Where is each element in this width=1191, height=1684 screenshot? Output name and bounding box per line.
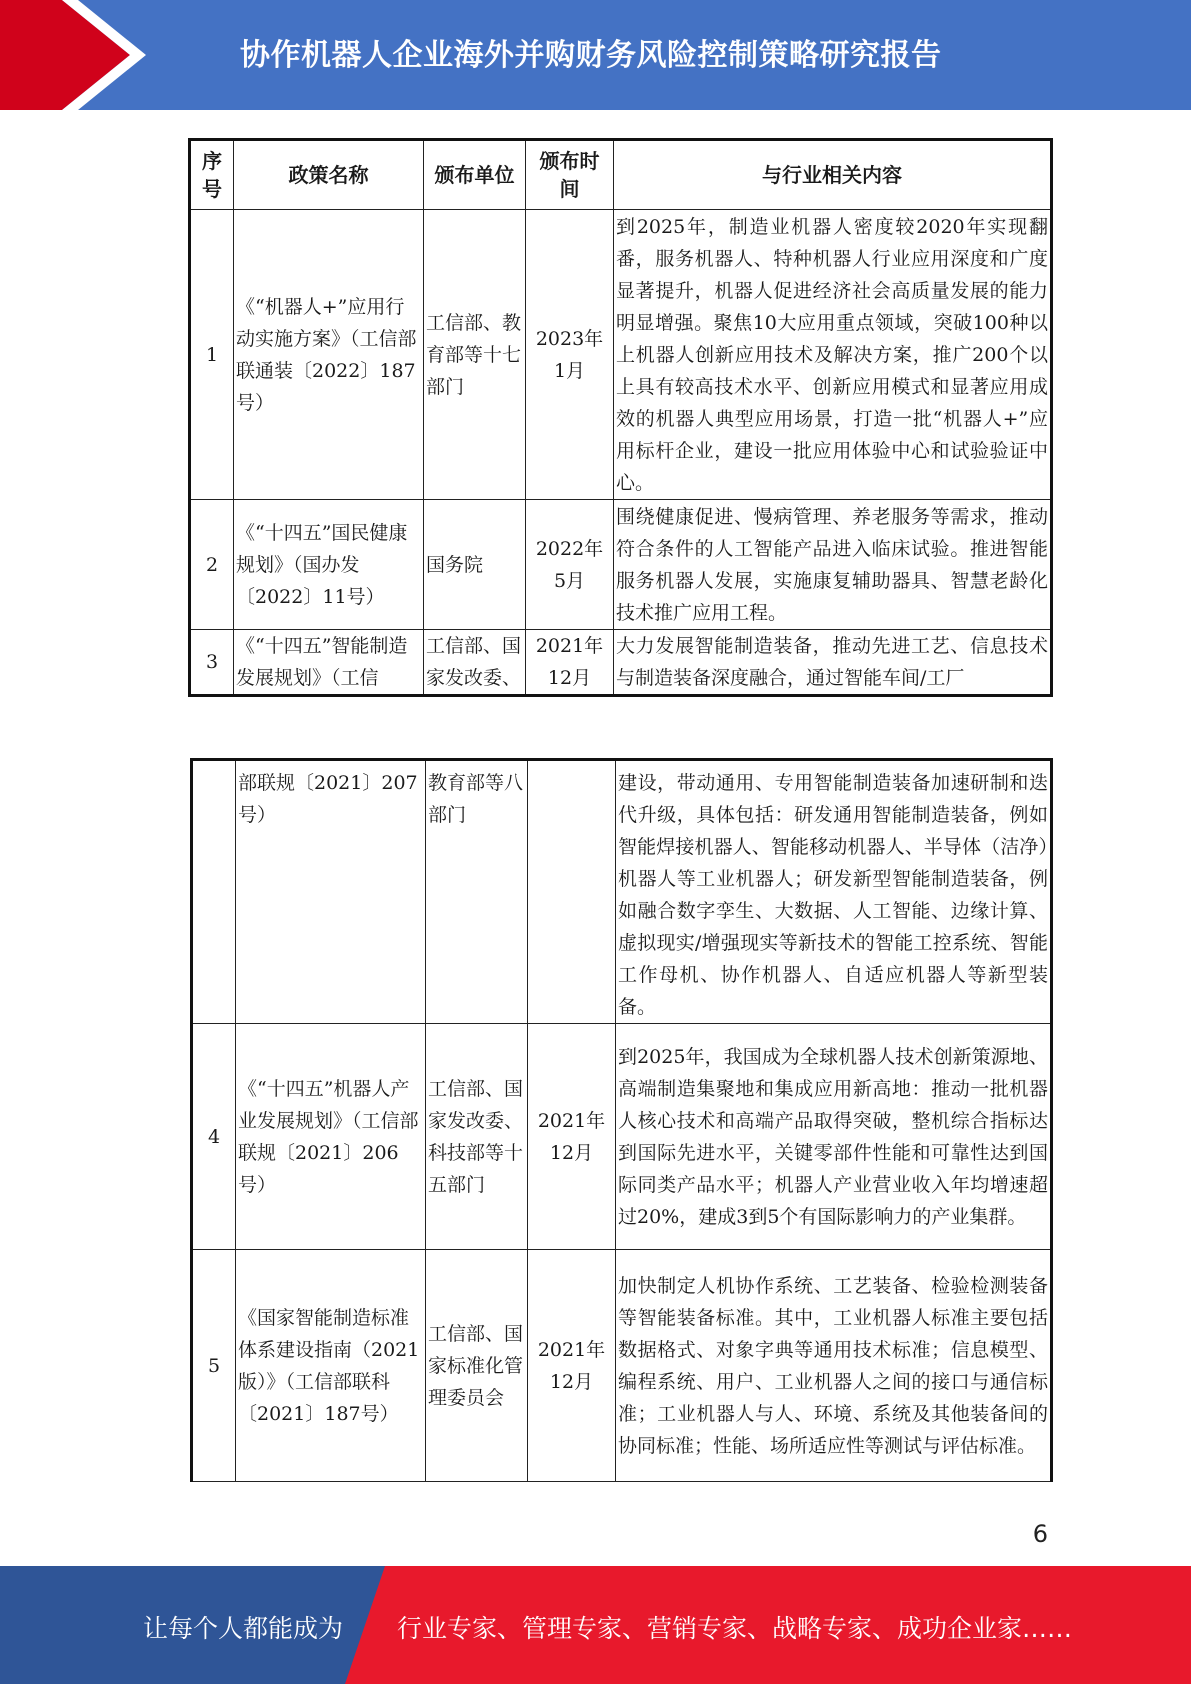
table-row [192,760,1052,1024]
row-policy-name: 《国家智能制造标准体系建设指南（2021版）》（工信部联科〔2021〕187号） [236,1250,426,1482]
row-no: 1 [190,210,234,500]
row-issuing-unit: 工信部、教育部等十七部门 [424,210,526,500]
row-content: 围绕健康促进、慢病管理、养老服务等需求，推动符合条件的人工智能产品进入临床试验。推进智能服务机器人发展，实施康复辅助器具、智慧老龄化技术推广应用工程。 [614,500,1052,630]
row-policy-name: 《“机器人+”应用行动实施方案》（工信部联通装〔2022〕187号） [234,210,424,500]
row-content-continued: 建设，带动通用、专用智能制造装备加速研制和迭代升级，具体包括：研发通用智能制造装备，例如智能焊接机器人、智能移动机器人、半导体（洁净）机器人等工业机器人；研发新型智能制造装备，例如融合数字孪生、大数据、人工智能、边缘计算、虚拟现实/增强现实等新技术的智能工控系统、智能工作母机、协作机器人、自适应机器人等新型装备。 [616,760,1052,1024]
table-header-row [190,140,1052,210]
header-no: 序号 [190,140,234,210]
row-issuing-unit: 工信部、国家发改委、科技部等十五部门 [426,1024,528,1250]
row-issuing-unit-continued: 教育部等八部门 [426,760,528,1024]
header-related-content: 与行业相关内容 [614,140,1052,210]
header-issue-date: 颁布时间 [526,140,614,210]
row-issue-date: 2021年12月 [528,1250,616,1482]
footer-slogan-left: 让每个人都能成为 [143,1614,344,1643]
report-title: 协作机器人企业海外并购财务风险控制策略研究报告 [240,38,942,73]
table-row [192,1024,1052,1250]
row-policy-name-continued: 部联规〔2021〕207号） [236,760,426,1024]
row-content: 大力发展智能制造装备，推动先进工艺、信息技术与制造装备深度融合，通过智能车间/工厂 [614,630,1052,696]
page-header-banner [0,0,1191,110]
row-content: 到2025年，我国成为全球机器人技术创新策源地、高端制造集聚地和集成应用新高地：推动一批机器人核心技术和高端产品取得突破，整机综合指标达到国际先进水平，关键零部件性能和可靠性达到国际同类产品水平；机器人产业营业收入年均增速超过20%，建成3到5个有国际影响力的产业集群。 [616,1024,1052,1250]
row-issuing-unit: 国务院 [424,500,526,630]
row-issue-date-continued [528,760,616,1024]
header-issuing-unit: 颁布单位 [424,140,526,210]
row-issue-date: 2023年1月 [526,210,614,500]
footer-slogan-right: 行业专家、管理专家、营销专家、战略专家、成功企业家…… [397,1614,1073,1643]
row-content: 到2025年，制造业机器人密度较2020年实现翻番，服务机器人、特种机器人行业应用深度和广度显著提升，机器人促进经济社会高质量发展的能力明显增强。聚焦10大应用重点领域，突破100种以上机器人创新应用技术及解决方案，推广200个以上具有较高技术水平、创新应用模式和显著应用成效的机器人典型应用场景，打造一批“机器人+”应用标杆企业，建设一批应用体验中心和试验验证中心。 [614,210,1052,500]
row-no: 5 [192,1250,236,1482]
table-row [190,210,1052,500]
row-issuing-unit: 工信部、国家发改委、 [424,630,526,696]
row-issue-date: 2021年12月 [528,1024,616,1250]
page-number: 6 [1032,1520,1048,1548]
header-policy-name: 政策名称 [234,140,424,210]
row-no: 2 [190,500,234,630]
table-row [190,500,1052,630]
row-policy-name: 《“十四五”智能制造发展规划》（工信 [234,630,424,696]
row-issue-date: 2022年5月 [526,500,614,630]
row-policy-name: 《“十四五”国民健康规划》（国办发〔2022〕11号） [234,500,424,630]
row-issue-date: 2021年12月 [526,630,614,696]
policy-table-part-2 [190,758,1053,1482]
row-no: 3 [190,630,234,696]
page-footer-banner [0,1566,1191,1684]
table-row [192,1250,1052,1482]
row-no-continued [192,760,236,1024]
table-row [190,630,1052,696]
row-policy-name: 《“十四五”机器人产业发展规划》（工信部联规〔2021〕206号） [236,1024,426,1250]
red-chevron-decoration [0,0,150,110]
row-content: 加快制定人机协作系统、工艺装备、检验检测装备等智能装备标准。其中，工业机器人标准主要包括数据格式、对象字典等通用技术标准；信息模型、编程系统、用户、工业机器人之间的接口与通信标准；工业机器人与人、环境、系统及其他装备间的协同标准；性能、场所适应性等测试与评估标准。 [616,1250,1052,1482]
policy-table-part-1 [188,138,1053,697]
row-no: 4 [192,1024,236,1250]
row-issuing-unit: 工信部、国家标准化管理委员会 [426,1250,528,1482]
